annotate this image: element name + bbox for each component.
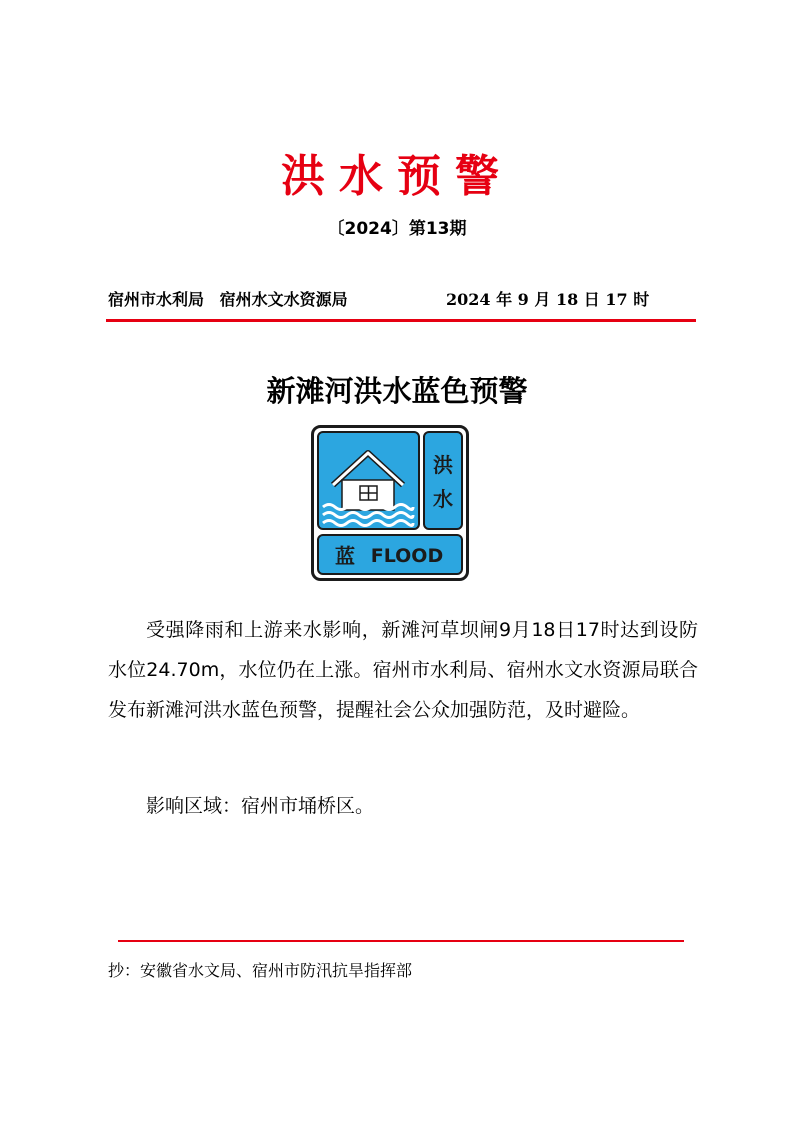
cc-recipients: 抄：安徽省水文局、宿州市防汛抗旱指挥部 [108,961,413,980]
badge-flood-label: FLOOD [370,545,444,567]
affected-area-paragraph: 影响区域：宿州市埇桥区。 [146,795,375,817]
document-title: 新滩河洪水蓝色预警 [266,374,528,408]
issue-date: 2024 年 9 月 18 日 17 时 [446,290,650,309]
badge-char-hong: 洪 [433,453,453,477]
masthead-title: 洪水预警 [281,151,513,202]
badge-char-shui: 水 [433,487,453,511]
header-divider [106,319,696,322]
badge-level-char: 蓝 [335,544,355,568]
flood-blue-warning-badge [311,425,469,581]
warning-paragraph: 受强降雨和上游来水影响，新滩河草坝闸9月18日17时达到设防水位24.70m，水位仍在上涨。宿州市水利局、宿州水文水资源局联合发布新滩河洪水蓝色预警，提醒社会公众加强防范，及时避险。 [108,619,698,721]
issue-number: 〔2024〕第13期 [327,219,467,239]
footer-divider [118,940,684,942]
issuing-agencies: 宿州市水利局 宿州水文水资源局 [108,290,348,309]
